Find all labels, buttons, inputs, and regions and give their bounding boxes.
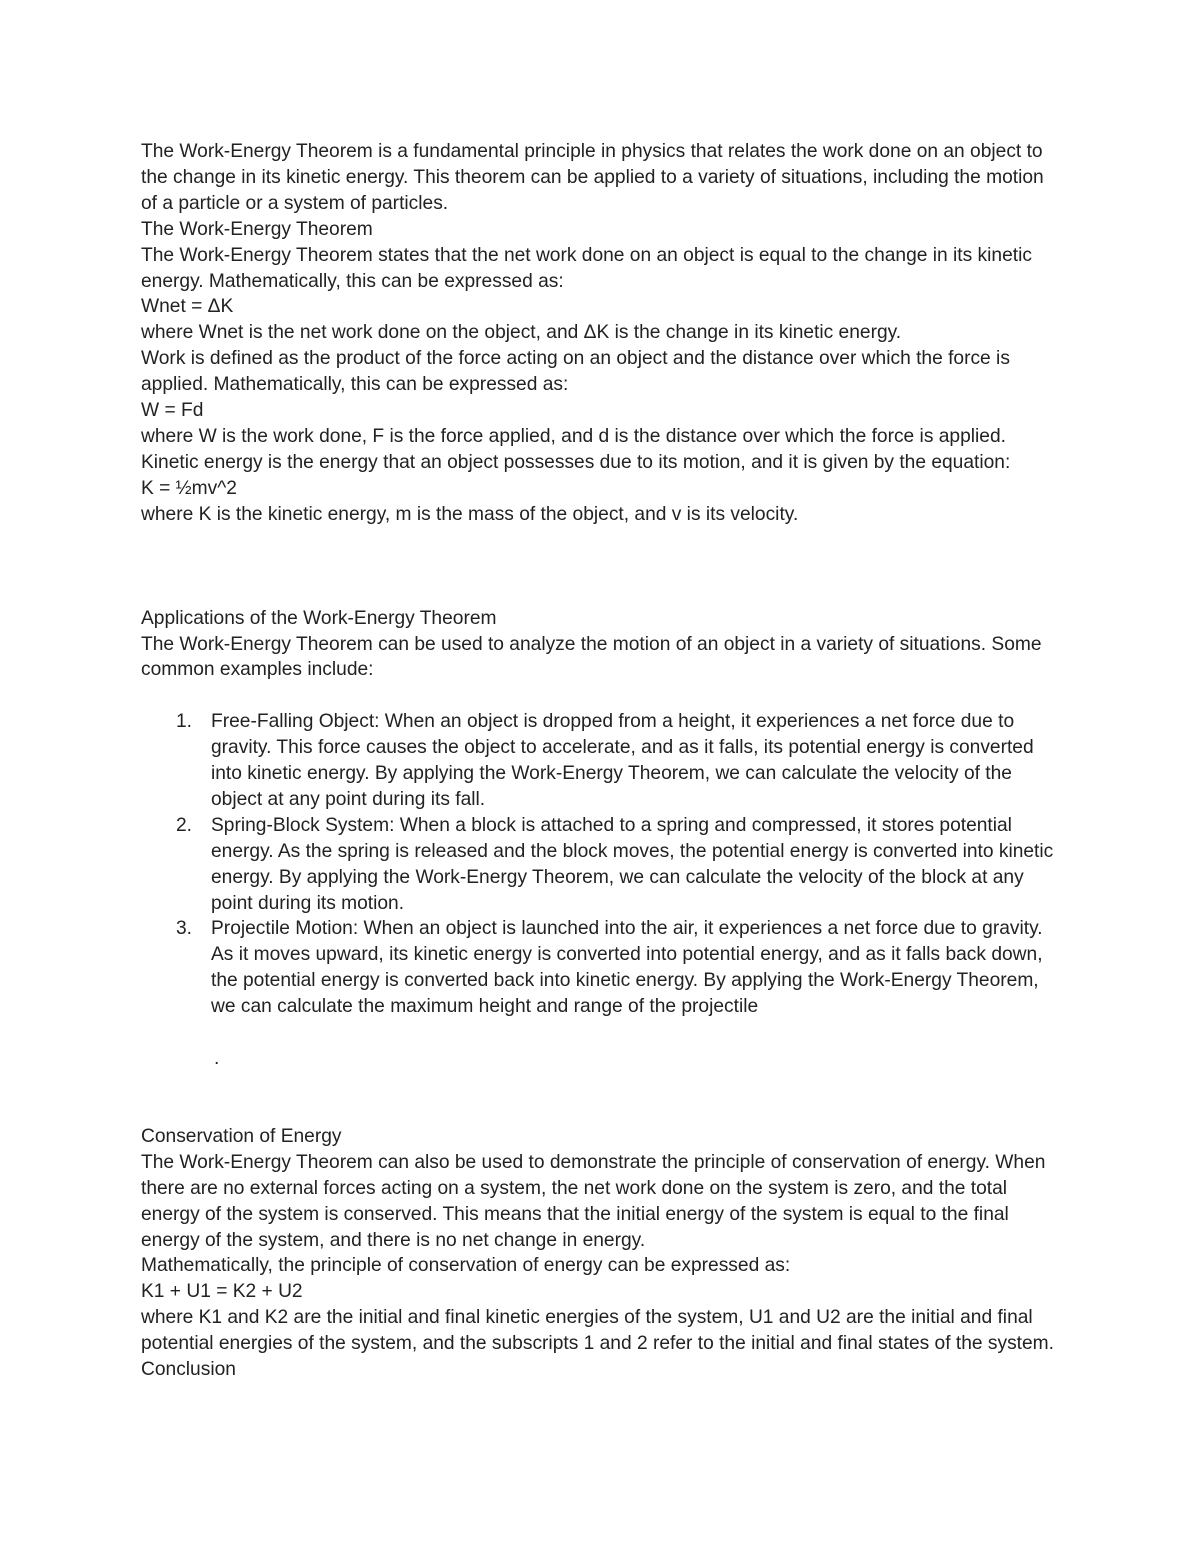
conservation-math-intro: Mathematically, the principle of conservation of energy can be expressed as:	[141, 1255, 791, 1277]
applications-list	[141, 709, 1061, 1020]
list-item	[141, 813, 1061, 917]
list-item-number: 2.	[176, 814, 193, 836]
document-page	[141, 139, 1061, 1383]
conservation-paragraph: The Work-Energy Theorem can also be used to demonstrate the principle of conservation of energy. When there are no external forces acting on a system, the net work done on the system is zero, and the total energy of the system is conserved. This means that the initial energy of the system is equal to the final energy of the system, and there is no net change in energy.	[141, 1151, 1046, 1251]
equation-wnet: Wnet = ΔK	[141, 296, 234, 318]
intro-paragraph: The Work-Energy Theorem is a fundamental principle in physics that relates the work done on an object to the change in its kinetic energy. This theorem can be applied to a variety of situations, including the motion of a particle or a system of particles.	[141, 141, 1044, 214]
list-item-number: 1.	[176, 711, 193, 733]
equation-wnet-explanation: where Wnet is the net work done on the object, and ΔK is the change in its kinetic energy.	[141, 322, 902, 344]
equation-kinetic-energy: K = ½mv^2	[141, 477, 237, 499]
list-item-number: 3.	[176, 918, 193, 940]
section-heading-applications: Applications of the Work-Energy Theorem	[141, 607, 497, 629]
list-item-text: Projectile Motion: When an object is launched into the air, it experiences a net force due to gravity. As it moves upward, its kinetic energy is converted into potential energy, and as it falls back down, the potential energy is converted back into kinetic energy. By applying the Work-Energy Theorem, we can calculate the maximum height and range of the projectile	[211, 918, 1043, 1018]
section-heading-conclusion: Conclusion	[141, 1359, 236, 1381]
theorem-statement: The Work-Energy Theorem states that the net work done on an object is equal to the change in its kinetic energy. Mathematically, this can be expressed as:	[141, 244, 1032, 292]
list-item	[141, 916, 1061, 1020]
list-item-text: Spring-Block System: When a block is attached to a spring and compressed, it stores potential energy. As the spring is released and the block moves, the potential energy is converted into kinetic energy. By applying the Work-Energy Theorem, we can calculate the velocity of the block at any point during its motion.	[211, 814, 1054, 914]
blank-space	[141, 1072, 1061, 1124]
equation-conservation: K1 + U1 = K2 + U2	[141, 1281, 303, 1303]
kinetic-energy-definition: Kinetic energy is the energy that an object possesses due to its motion, and it is given by the equation:	[141, 451, 1011, 473]
blank-space	[141, 683, 1061, 709]
blank-space	[141, 528, 1061, 606]
equation-work-explanation: where W is the work done, F is the force applied, and d is the distance over which the force is applied.	[141, 425, 1006, 447]
equation-kinetic-energy-explanation: where K is the kinetic energy, m is the mass of the object, and v is its velocity.	[141, 503, 799, 525]
applications-intro: The Work-Energy Theorem can be used to analyze the motion of an object in a variety of situations. Some common examples include:	[141, 633, 1042, 681]
list-item	[141, 709, 1061, 813]
equation-work: W = Fd	[141, 400, 204, 422]
section-heading-work-energy-theorem: The Work-Energy Theorem	[141, 218, 373, 240]
list-item-text: Free-Falling Object: When an object is dropped from a height, it experiences a net force due to gravity. This force causes the object to accelerate, and as it falls, its potential energy is converted into kinetic energy. By applying the Work-Energy Theorem, we can calculate the velocity of the object at any point during its fall.	[211, 711, 1034, 810]
equation-conservation-explanation: where K1 and K2 are the initial and final kinetic energies of the system, U1 and U2 are the initial and final potential energies of the system, and the subscripts 1 and 2 refer to the initial and final states of the system.	[141, 1307, 1054, 1355]
work-definition: Work is defined as the product of the force acting on an object and the distance over which the force is applied. Mathematically, this can be expressed as:	[141, 348, 1010, 396]
section-heading-conservation: Conservation of Energy	[141, 1125, 342, 1147]
trailing-dot: .	[214, 1047, 220, 1069]
